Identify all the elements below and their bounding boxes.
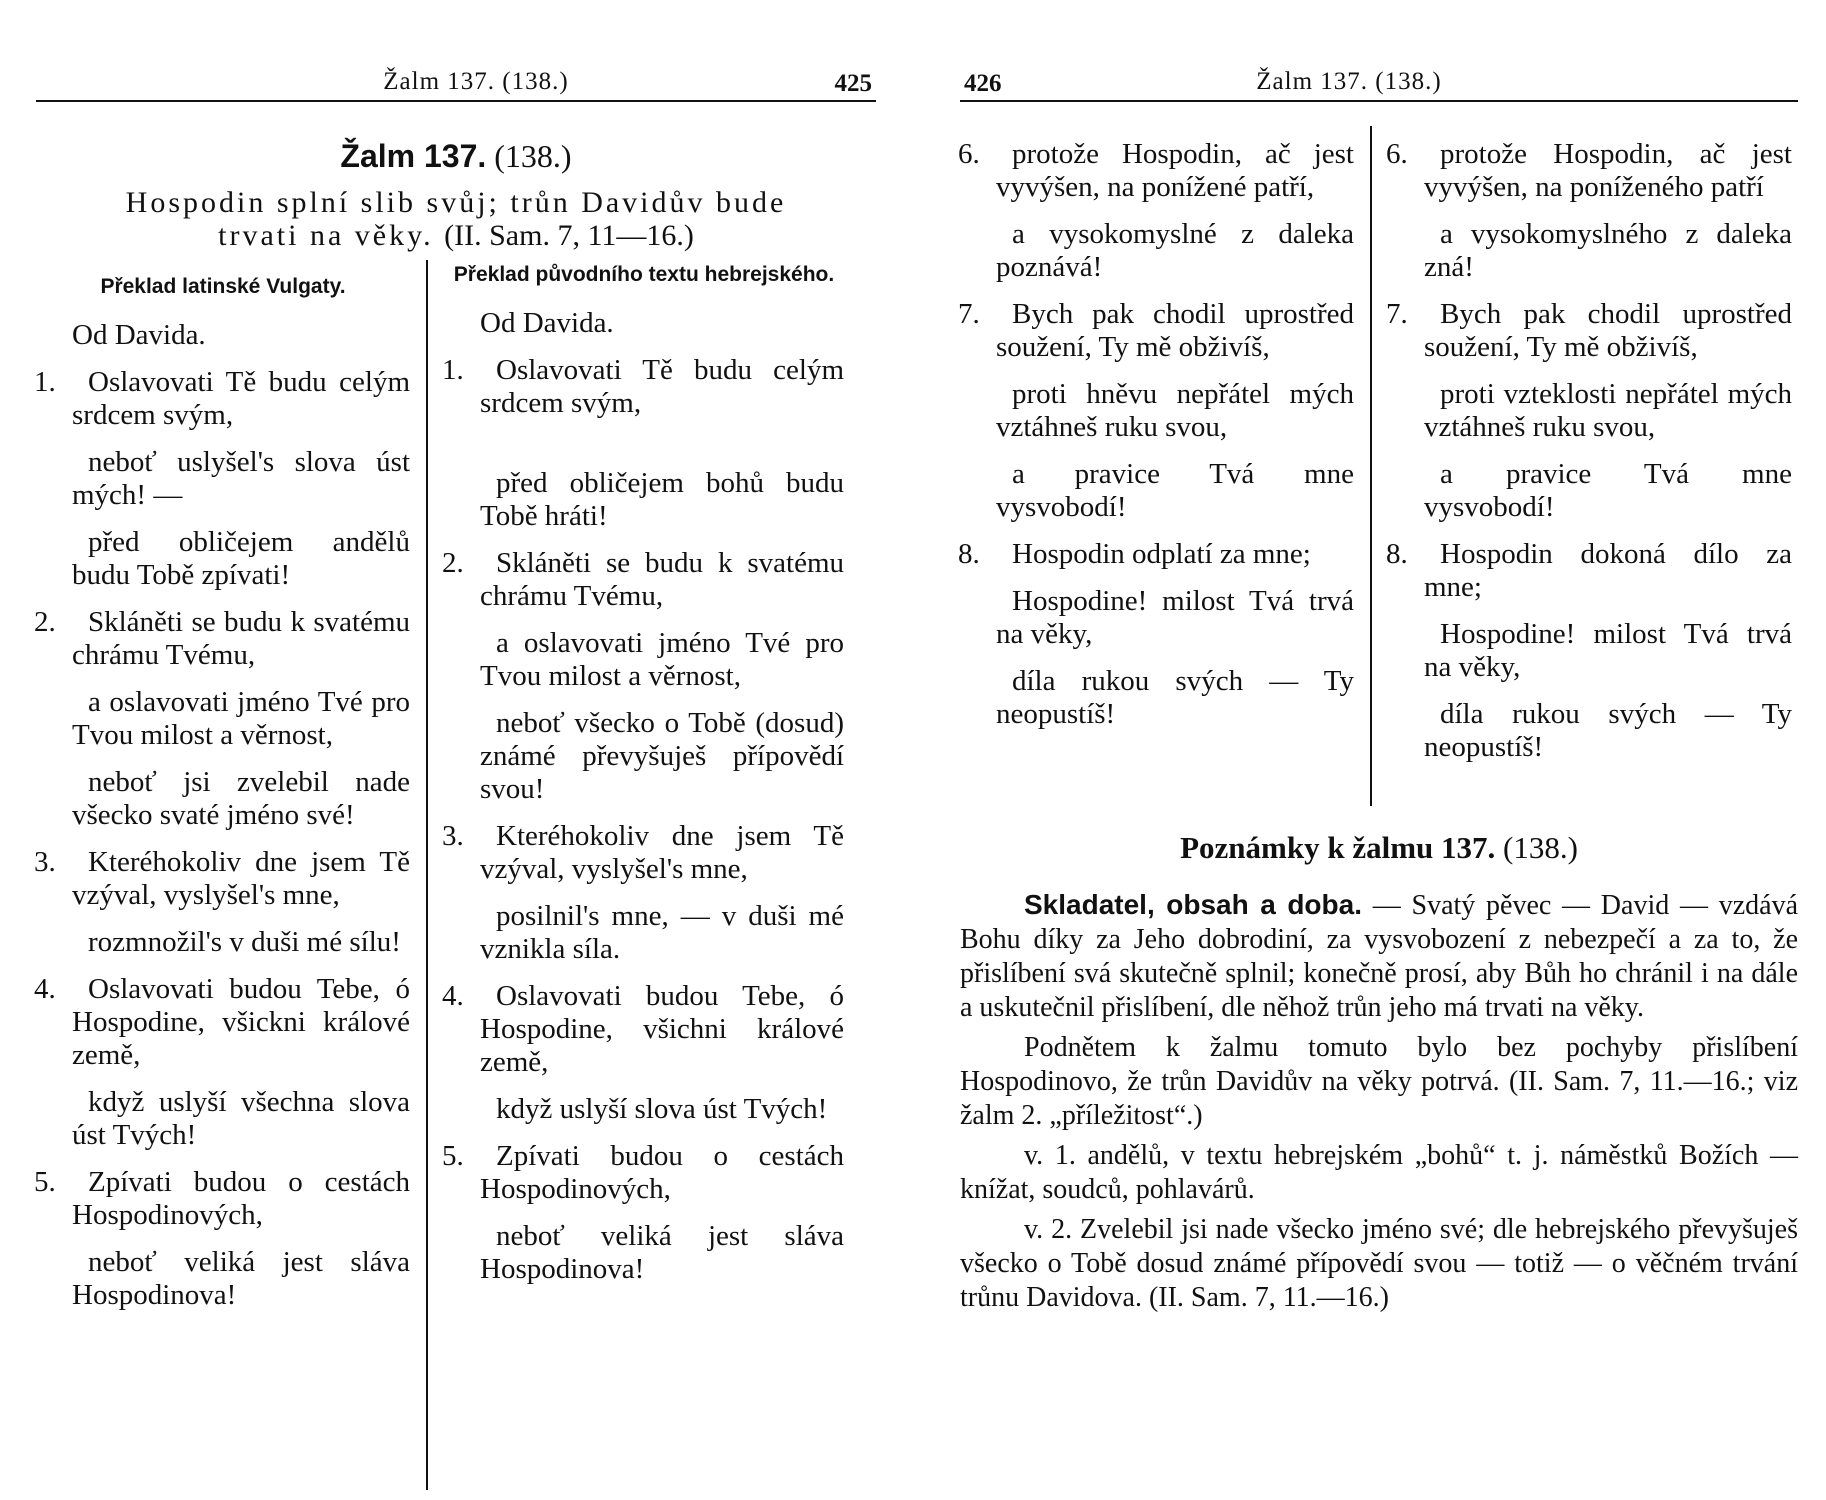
verse-list: [1388, 138, 1792, 764]
verse-text: Zpívati budou o cestách Hospodinových,: [480, 1140, 844, 1205]
verse-line: [960, 298, 1354, 364]
subtitle-line-2: trvati na věky.: [218, 219, 434, 252]
verse-line: [1388, 218, 1792, 284]
verse: [444, 354, 844, 533]
verse-number: 8.: [1386, 538, 1408, 570]
running-head: [36, 62, 876, 102]
verse: [444, 547, 844, 806]
running-title: Žalm 137. (138.): [383, 68, 569, 95]
verse-text: Hospodin odplatí za mne;: [1012, 538, 1311, 570]
verse-number: 2.: [442, 547, 464, 579]
verse-text: Oslavovati budou Tebe, ó Hospodine, všichni králové země,: [480, 980, 844, 1078]
note-paragraph-authorship: [960, 888, 1798, 1025]
intro-line: Od Davida.: [480, 307, 614, 339]
psalm-title-number: (138.): [494, 138, 572, 174]
page-number: 426: [964, 70, 1002, 97]
psalm-subtitle: [36, 186, 876, 252]
running-title: Žalm 137. (138.): [1256, 68, 1442, 95]
verse-text: a oslavovati jméno Tvé pro Tvou milost a věrnost,: [72, 686, 410, 751]
verse-text: neboť uslyšel's slova úst mých! —: [72, 446, 410, 511]
verse-number: 4.: [34, 973, 56, 1005]
subtitle-line-1: Hospodin splní slib svůj; trůn Davidův bude: [125, 186, 787, 219]
note-text: — Svatý pěvec — David — vzdává Bohu díky za Jeho dobrodiní, za vysvobození z nebezpečí a za to, že přislíbení svá skutečně splnil; konečně prosí, aby Bůh ho chránil i na dále a uskutečnil přislíbení, dle něhož trůn jeho má trvati na věky.: [960, 890, 1798, 1023]
vulgata-column: [36, 262, 410, 1312]
column-divider: [1370, 126, 1372, 806]
verse-line: [960, 585, 1354, 651]
verse-number: 3.: [442, 820, 464, 852]
verse-text: neboť jsi zvelebil nade všecko svaté jméno své!: [72, 766, 410, 831]
verse-line: [444, 820, 844, 886]
intro-line: Od Davida.: [72, 319, 206, 351]
verse-text: Hospodin dokoná dílo za mne;: [1424, 538, 1792, 603]
verse-line: [1388, 698, 1792, 764]
notes-title-bold: Poznámky k žalmu 137.: [1180, 830, 1496, 865]
verse-text: Hospodine! milost Tvá trvá na věky,: [996, 585, 1354, 650]
verse-line: [36, 606, 410, 672]
note-heading: Skladatel, obsah a doba.: [1024, 889, 1362, 920]
verse-line: [36, 686, 410, 752]
verse-line: [1388, 618, 1792, 684]
verse-line: [444, 707, 844, 806]
verse-text: když uslyší všechna slova úst Tvých!: [72, 1086, 410, 1151]
verse-text: Skláněti se budu k svatému chrámu Tvému,: [72, 606, 410, 671]
verse-line: [960, 665, 1354, 731]
verse-line: [444, 627, 844, 693]
column-heading: Překlad původního textu hebrejského.: [453, 263, 835, 286]
verse-text: posilnil's mne, — v duši mé vznikla síla.: [480, 900, 844, 965]
verse-line: [444, 1093, 844, 1126]
psalm-title: [36, 138, 876, 175]
verse-line: [960, 458, 1354, 524]
notes-section: [960, 888, 1798, 1321]
verse-line: [1388, 138, 1792, 204]
verse-text: Oslavovati budou Tebe, ó Hospodine, všickni králové země,: [72, 973, 410, 1071]
verse-number: 7.: [958, 298, 980, 330]
verse-text: protože Hospodin, ač jest vyvýšen, na poníženého patří: [1424, 138, 1792, 203]
psalm-title-bold: Žalm 137.: [340, 138, 487, 174]
verse-text: Zpívati budou o cestách Hospodinových,: [72, 1166, 410, 1231]
verse-list: [960, 138, 1354, 731]
verse-text: a vysokomyslné z daleka poznává!: [996, 218, 1354, 283]
verse-line: [1388, 378, 1792, 444]
verse-line: [444, 354, 844, 420]
verse-text: proti vzteklosti nepřátel mých vztáhneš ruku svou,: [1424, 378, 1792, 443]
verse-number: 6.: [1386, 138, 1408, 170]
verse-text: Bych pak chodil uprostřed soužení, Ty mě obživíš,: [1424, 298, 1792, 363]
verse: [960, 298, 1354, 524]
verse-text: díla rukou svých — Ty neopustíš!: [1424, 698, 1792, 763]
verse: [960, 138, 1354, 284]
verse-text: protože Hospodin, ač jest vyvýšen, na ponížené patří,: [996, 138, 1354, 203]
verse-line: [1388, 458, 1792, 524]
verse-text: neboť všecko o Tobě (dosud) známé převyšuješ přípovědí svou!: [480, 707, 844, 805]
hebrew-column: [1388, 124, 1792, 764]
verse-number: 3.: [34, 846, 56, 878]
verse-text: a pravice Tvá mne vysvobodí!: [996, 458, 1354, 523]
verse: [36, 846, 410, 959]
notes-title-number: (138.): [1503, 830, 1578, 865]
verse: [1388, 538, 1792, 764]
verse-text: Skláněti se budu k svatému chrámu Tvému,: [480, 547, 844, 612]
verse-text: Bych pak chodil uprostřed soužení, Ty mě obživíš,: [996, 298, 1354, 363]
verse-text: před obličejem bohů budu Tobě hráti!: [480, 467, 844, 532]
page-number: 425: [834, 70, 872, 97]
verse-text: neboť veliká jest sláva Hospodinova!: [480, 1220, 844, 1285]
verse-text: a pravice Tvá mne vysvobodí!: [1424, 458, 1792, 523]
verse-line: [36, 1166, 410, 1232]
verse-text: Kteréhokoliv dne jsem Tě vzýval, vyslyšel's mne,: [72, 846, 410, 911]
verse-line: [444, 467, 844, 533]
running-head: [960, 62, 1798, 102]
column-heading: Překlad latinské Vulgaty.: [100, 275, 346, 298]
verse: [36, 973, 410, 1152]
verse-line: [444, 1220, 844, 1286]
note-paragraph-verse-1: v. 1. andělů, v textu hebrejském „bohů“ t. j. náměstků Božích — knížat, soudců, pohlavárů.: [960, 1140, 1798, 1205]
hebrew-column: [444, 262, 844, 1286]
verse-number: 8.: [958, 538, 980, 570]
verse: [36, 366, 410, 592]
verse: [1388, 138, 1792, 284]
verse-number: 5.: [442, 1140, 464, 1172]
verse-line: [36, 1246, 410, 1312]
verse-line: [1388, 298, 1792, 364]
verse: [444, 1140, 844, 1286]
verse-text: Hospodine! milost Tvá trvá na věky,: [1424, 618, 1792, 683]
verse-number: 4.: [442, 980, 464, 1012]
verse-text: Oslavovati Tě budu celým srdcem svým,: [72, 366, 410, 431]
verse-line: [960, 378, 1354, 444]
verse-number: 7.: [1386, 298, 1408, 330]
verse-list: [444, 354, 844, 1286]
verse-text: neboť veliká jest sláva Hospodinova!: [72, 1246, 410, 1311]
verse-text: Oslavovati Tě budu celým srdcem svým,: [480, 354, 844, 419]
verse-line: [36, 766, 410, 832]
verse-number: 6.: [958, 138, 980, 170]
verse-line: [36, 973, 410, 1072]
verse-text: a oslavovati jméno Tvé pro Tvou milost a věrnost,: [480, 627, 844, 692]
note-paragraph-occasion: Podnětem k žalmu tomuto bylo bez pochyby přislíbení Hospodinovo, že trůn Davidův na věky potrvá. (II. Sam. 7, 11.—16.; viz žalm 2. „příležitost“.): [960, 1032, 1798, 1131]
verse-gap: [444, 420, 844, 453]
verse: [960, 538, 1354, 731]
verse-number: 2.: [34, 606, 56, 638]
verse: [36, 606, 410, 832]
verse-text: když uslyší slova úst Tvých!: [496, 1093, 828, 1125]
verse-line: [36, 1086, 410, 1152]
vulgata-column: [960, 124, 1354, 731]
verse: [444, 820, 844, 966]
verse-text: proti hněvu nepřátel mých vztáhneš ruku svou,: [996, 378, 1354, 443]
verse-line: [36, 526, 410, 592]
verse: [444, 980, 844, 1126]
verse-line: [36, 926, 410, 959]
verse-number: 5.: [34, 1166, 56, 1198]
verse-text: rozmnožil's v duši mé sílu!: [88, 926, 401, 958]
notes-title: [960, 830, 1798, 866]
verse-text: díla rukou svých — Ty neopustíš!: [996, 665, 1354, 730]
note-paragraph-verse-2: v. 2. Zvelebil jsi nade všecko jméno své; dle hebrejského převyšuješ všecko o Tobě dosud známé přípovědí svou — totiž — o věčném trvání trůnu Davidova. (II. Sam. 7, 11.—16.): [960, 1214, 1798, 1313]
verse-line: [36, 846, 410, 912]
verse-number: 1.: [442, 354, 464, 386]
subtitle-reference: (II. Sam. 7, 11—16.): [444, 219, 694, 252]
verse-line: [960, 538, 1354, 571]
verse-line: [960, 138, 1354, 204]
verse-line: [36, 446, 410, 512]
verse: [1388, 298, 1792, 524]
verse-line: [960, 218, 1354, 284]
verse: [36, 1166, 410, 1312]
verse-line: [444, 547, 844, 613]
verse-line: [444, 1140, 844, 1206]
verse-text: před obličejem andělů budu Tobě zpívati!: [72, 526, 410, 591]
column-divider: [426, 260, 428, 1490]
verse-line: [444, 980, 844, 1079]
verse-text: Kteréhokoliv dne jsem Tě vzýval, vyslyšel's mne,: [480, 820, 844, 885]
verse-list: [36, 366, 410, 1312]
verse-number: 1.: [34, 366, 56, 398]
verse-line: [1388, 538, 1792, 604]
verse-line: [444, 900, 844, 966]
verse-line: [36, 366, 410, 432]
left-page: [36, 0, 876, 1500]
verse-text: a vysokomyslného z daleka zná!: [1424, 218, 1792, 283]
right-page: [960, 0, 1798, 1500]
